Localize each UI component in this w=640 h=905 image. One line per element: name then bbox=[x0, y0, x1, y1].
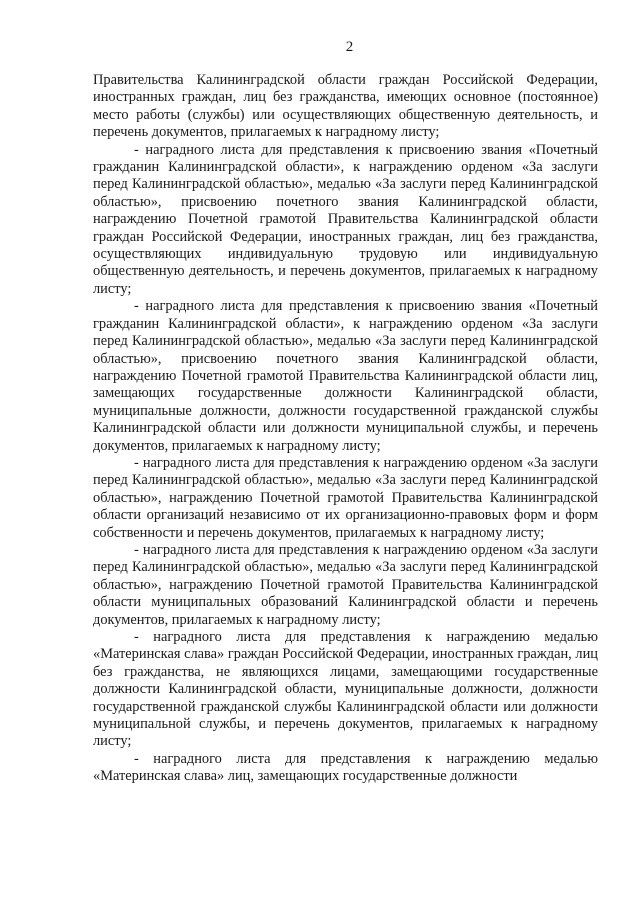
paragraph-continuation: Правительства Калининградской области граждан Российской Федерации, иностранных граждан, лиц без гражданства, имеющих основное (постоянное) место работы (службы) или осуществляющих общественную деятельность, и перечень документов, прилагаемых к наградному листу; bbox=[93, 72, 598, 141]
list-item-paragraph: - наградного листа для представления к награждению медалью «Материнская слава» лиц, замещающих государственные должности bbox=[93, 750, 598, 785]
list-item-paragraph: - наградного листа для представления к награждению медалью «Материнская слава» граждан Российской Федерации, иностранных граждан, лиц без гражданства, не являющихся лицами, замещающими государственные должности Калининградской области, муниципальные должности, должности государственной гражданской службы Калининградской области или должности муниципальной службы, и перечень документов, прилагаемых к наградному листу; bbox=[93, 629, 598, 750]
document-body bbox=[93, 72, 598, 786]
page-number: 2 bbox=[345, 39, 354, 55]
list-item-paragraph: - наградного листа для представления к награждению орденом «За заслуги перед Калининградской областью», медалью «За заслуги перед Калининградской областью», награждению Почетной грамотой Правительства Калининградской области муниципальных образований Калининградской области и перечень документов, прилагаемых к наградному листу; bbox=[93, 541, 598, 628]
list-item-paragraph: - наградного листа для представления к присвоению звания «Почетный гражданин Калининградской области», к награждению орденом «За заслуги перед Калининградской областью», медалью «За заслуги перед Калининградской областью», присвоению почетного звания Калининградской области, награждению Почетной грамотой Правительства Калининградской области граждан Российской Федерации, иностранных граждан, лиц без гражданства, осуществляющих индивидуальную трудовую или индивидуальную общественную деятельность, и перечень документов, прилагаемых к наградному листу; bbox=[93, 141, 598, 297]
list-item-paragraph: - наградного листа для представления к присвоению звания «Почетный гражданин Калининградской области», к награждению орденом «За заслуги перед Калининградской областью», медалью «За заслуги перед Калининградской областью», присвоению почетного звания Калининградской области, награждению Почетной грамотой Правительства Калининградской области лиц, замещающих государственные должности Калининградской области, муниципальные должности, должности государственной гражданской службы Калининградской области или должности муниципальной службы, и перечень документов, прилагаемых к наградному листу; bbox=[93, 298, 598, 454]
list-item-paragraph: - наградного листа для представления к награждению орденом «За заслуги перед Калининградской областью», медалью «За заслуги перед Калининградской областью», награждению Почетной грамотой Правительства Калининградской области организаций независимо от их организационно-правовых форм и форм собственности и перечень документов, прилагаемых к наградному листу; bbox=[93, 454, 598, 541]
